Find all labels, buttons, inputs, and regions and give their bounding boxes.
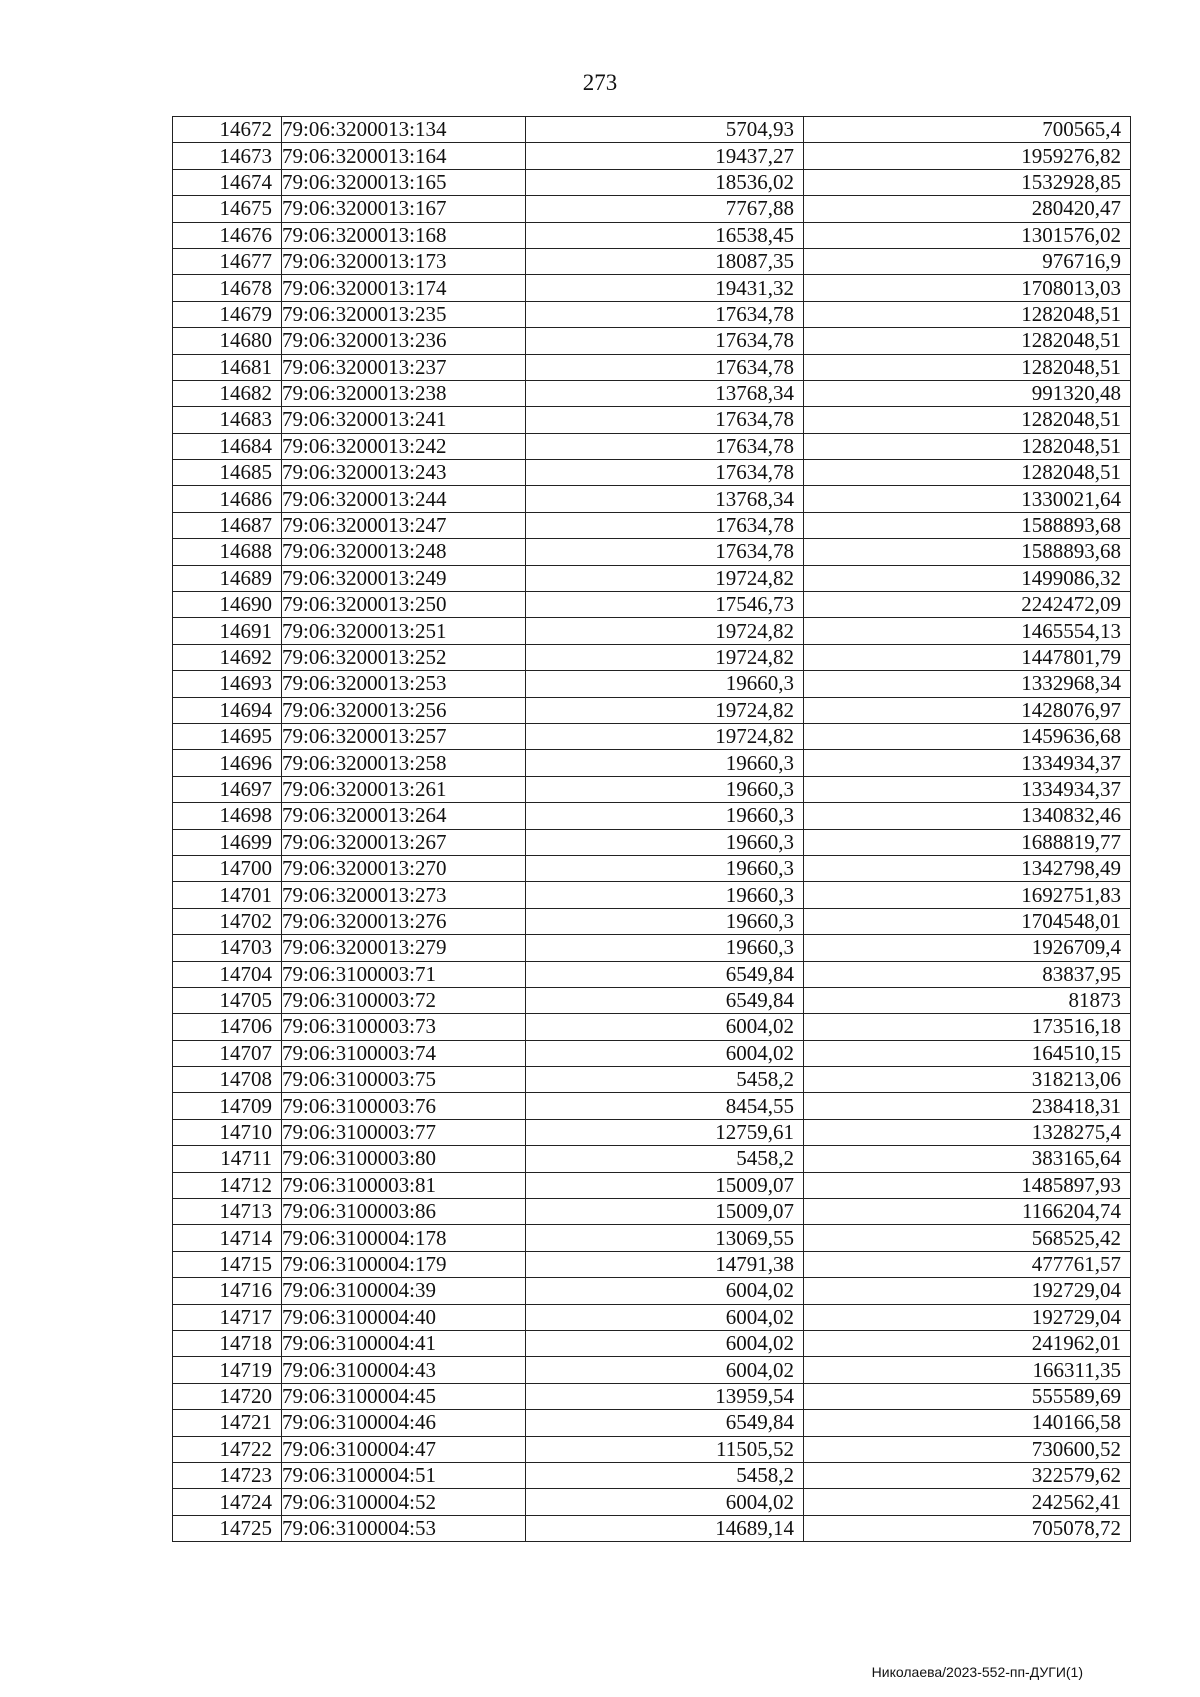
area-cell: 8454,55 bbox=[526, 1093, 804, 1119]
area-cell: 17634,78 bbox=[526, 539, 804, 565]
row-number-cell: 14719 bbox=[173, 1357, 282, 1383]
cadastral-number-cell: 79:06:3200013:238 bbox=[282, 380, 526, 406]
cadastral-number-cell: 79:06:3100004:51 bbox=[282, 1462, 526, 1488]
cadastral-number-cell: 79:06:3100004:41 bbox=[282, 1330, 526, 1356]
table-row bbox=[173, 539, 1131, 565]
table-row bbox=[173, 882, 1131, 908]
table-row bbox=[173, 407, 1131, 433]
value-cell: 1959276,82 bbox=[804, 143, 1131, 169]
area-cell: 19660,3 bbox=[526, 803, 804, 829]
cadastral-number-cell: 79:06:3200013:168 bbox=[282, 222, 526, 248]
cadastral-number-cell: 79:06:3200013:252 bbox=[282, 644, 526, 670]
table-row bbox=[173, 592, 1131, 618]
value-cell: 192729,04 bbox=[804, 1304, 1131, 1330]
row-number-cell: 14723 bbox=[173, 1462, 282, 1488]
value-cell: 1334934,37 bbox=[804, 750, 1131, 776]
value-cell: 1708013,03 bbox=[804, 275, 1131, 301]
area-cell: 6004,02 bbox=[526, 1489, 804, 1515]
area-cell: 19660,3 bbox=[526, 671, 804, 697]
area-cell: 6549,84 bbox=[526, 961, 804, 987]
row-number-cell: 14679 bbox=[173, 301, 282, 327]
table-row bbox=[173, 301, 1131, 327]
page-number: 273 bbox=[582, 70, 618, 95]
value-cell: 1342798,49 bbox=[804, 855, 1131, 881]
area-cell: 19724,82 bbox=[526, 618, 804, 644]
cadastral-number-cell: 79:06:3200013:173 bbox=[282, 248, 526, 274]
area-cell: 13768,34 bbox=[526, 380, 804, 406]
value-cell: 568525,42 bbox=[804, 1225, 1131, 1251]
area-cell: 5458,2 bbox=[526, 1462, 804, 1488]
cadastral-number-cell: 79:06:3200013:241 bbox=[282, 407, 526, 433]
cadastral-number-cell: 79:06:3200013:250 bbox=[282, 592, 526, 618]
cadastral-number-cell: 79:06:3100003:77 bbox=[282, 1119, 526, 1145]
area-cell: 6004,02 bbox=[526, 1330, 804, 1356]
table-row bbox=[173, 723, 1131, 749]
area-cell: 19660,3 bbox=[526, 908, 804, 934]
value-cell: 1282048,51 bbox=[804, 354, 1131, 380]
row-number-cell: 14700 bbox=[173, 855, 282, 881]
row-number-cell: 14694 bbox=[173, 697, 282, 723]
table-row bbox=[173, 776, 1131, 802]
area-cell: 18087,35 bbox=[526, 248, 804, 274]
table-row bbox=[173, 1383, 1131, 1409]
area-cell: 19724,82 bbox=[526, 565, 804, 591]
row-number-cell: 14721 bbox=[173, 1410, 282, 1436]
row-number-cell: 14709 bbox=[173, 1093, 282, 1119]
area-cell: 11505,52 bbox=[526, 1436, 804, 1462]
area-cell: 17634,78 bbox=[526, 354, 804, 380]
value-cell: 164510,15 bbox=[804, 1040, 1131, 1066]
table-row bbox=[173, 117, 1131, 143]
row-number-cell: 14697 bbox=[173, 776, 282, 802]
area-cell: 6004,02 bbox=[526, 1304, 804, 1330]
cadastral-number-cell: 79:06:3100003:72 bbox=[282, 987, 526, 1013]
area-cell: 14689,14 bbox=[526, 1515, 804, 1541]
row-number-cell: 14707 bbox=[173, 1040, 282, 1066]
row-number-cell: 14715 bbox=[173, 1251, 282, 1277]
row-number-cell: 14688 bbox=[173, 539, 282, 565]
row-number-cell: 14678 bbox=[173, 275, 282, 301]
cadastral-number-cell: 79:06:3100004:53 bbox=[282, 1515, 526, 1541]
row-number-cell: 14710 bbox=[173, 1119, 282, 1145]
value-cell: 1447801,79 bbox=[804, 644, 1131, 670]
cadastral-number-cell: 79:06:3200013:242 bbox=[282, 433, 526, 459]
area-cell: 14791,38 bbox=[526, 1251, 804, 1277]
table-row bbox=[173, 935, 1131, 961]
area-cell: 17634,78 bbox=[526, 301, 804, 327]
area-cell: 13768,34 bbox=[526, 486, 804, 512]
row-number-cell: 14701 bbox=[173, 882, 282, 908]
cadastral-number-cell: 79:06:3200013:248 bbox=[282, 539, 526, 565]
document-reference: Николаева/2023-552-пп-ДУГИ(1) bbox=[871, 1664, 1083, 1680]
table-row bbox=[173, 1357, 1131, 1383]
table-row bbox=[173, 380, 1131, 406]
table-row bbox=[173, 1146, 1131, 1172]
cadastral-number-cell: 79:06:3200013:258 bbox=[282, 750, 526, 776]
value-cell: 1588893,68 bbox=[804, 512, 1131, 538]
area-cell: 15009,07 bbox=[526, 1199, 804, 1225]
cadastral-number-cell: 79:06:3100003:81 bbox=[282, 1172, 526, 1198]
area-cell: 6549,84 bbox=[526, 987, 804, 1013]
row-number-cell: 14724 bbox=[173, 1489, 282, 1515]
value-cell: 83837,95 bbox=[804, 961, 1131, 987]
value-cell: 1301576,02 bbox=[804, 222, 1131, 248]
row-number-cell: 14699 bbox=[173, 829, 282, 855]
value-cell: 1332968,34 bbox=[804, 671, 1131, 697]
table-row bbox=[173, 697, 1131, 723]
table-row bbox=[173, 275, 1131, 301]
area-cell: 19724,82 bbox=[526, 723, 804, 749]
table-row bbox=[173, 1067, 1131, 1093]
table-row bbox=[173, 196, 1131, 222]
value-cell: 242562,41 bbox=[804, 1489, 1131, 1515]
area-cell: 13069,55 bbox=[526, 1225, 804, 1251]
row-number-cell: 14672 bbox=[173, 117, 282, 143]
cadastral-number-cell: 79:06:3200013:257 bbox=[282, 723, 526, 749]
cadastral-number-cell: 79:06:3200013:273 bbox=[282, 882, 526, 908]
table-row bbox=[173, 750, 1131, 776]
row-number-cell: 14713 bbox=[173, 1199, 282, 1225]
table-row bbox=[173, 987, 1131, 1013]
area-cell: 6004,02 bbox=[526, 1014, 804, 1040]
value-cell: 1282048,51 bbox=[804, 460, 1131, 486]
area-cell: 18536,02 bbox=[526, 169, 804, 195]
value-cell: 1532928,85 bbox=[804, 169, 1131, 195]
cadastral-number-cell: 79:06:3200013:249 bbox=[282, 565, 526, 591]
cadastral-number-cell: 79:06:3200013:243 bbox=[282, 460, 526, 486]
area-cell: 12759,61 bbox=[526, 1119, 804, 1145]
row-number-cell: 14676 bbox=[173, 222, 282, 248]
value-cell: 1282048,51 bbox=[804, 407, 1131, 433]
value-cell: 1704548,01 bbox=[804, 908, 1131, 934]
row-number-cell: 14687 bbox=[173, 512, 282, 538]
value-cell: 192729,04 bbox=[804, 1278, 1131, 1304]
value-cell: 166311,35 bbox=[804, 1357, 1131, 1383]
area-cell: 16538,45 bbox=[526, 222, 804, 248]
cadastral-number-cell: 79:06:3200013:134 bbox=[282, 117, 526, 143]
value-cell: 976716,9 bbox=[804, 248, 1131, 274]
table-row bbox=[173, 222, 1131, 248]
table-row bbox=[173, 1515, 1131, 1541]
value-cell: 238418,31 bbox=[804, 1093, 1131, 1119]
value-cell: 1459636,68 bbox=[804, 723, 1131, 749]
table-row bbox=[173, 248, 1131, 274]
area-cell: 6004,02 bbox=[526, 1040, 804, 1066]
cadastral-number-cell: 79:06:3100004:39 bbox=[282, 1278, 526, 1304]
table-body bbox=[173, 117, 1131, 1542]
area-cell: 17634,78 bbox=[526, 512, 804, 538]
table-row bbox=[173, 618, 1131, 644]
value-cell: 322579,62 bbox=[804, 1462, 1131, 1488]
value-cell: 241962,01 bbox=[804, 1330, 1131, 1356]
area-cell: 7767,88 bbox=[526, 196, 804, 222]
table-row bbox=[173, 354, 1131, 380]
row-number-cell: 14711 bbox=[173, 1146, 282, 1172]
value-cell: 1282048,51 bbox=[804, 433, 1131, 459]
cadastral-number-cell: 79:06:3100003:73 bbox=[282, 1014, 526, 1040]
value-cell: 1428076,97 bbox=[804, 697, 1131, 723]
cadastral-number-cell: 79:06:3200013:247 bbox=[282, 512, 526, 538]
cadastral-number-cell: 79:06:3100004:47 bbox=[282, 1436, 526, 1462]
value-cell: 1282048,51 bbox=[804, 301, 1131, 327]
row-number-cell: 14674 bbox=[173, 169, 282, 195]
area-cell: 17634,78 bbox=[526, 407, 804, 433]
row-number-cell: 14682 bbox=[173, 380, 282, 406]
area-cell: 19724,82 bbox=[526, 697, 804, 723]
cadastral-number-cell: 79:06:3100003:74 bbox=[282, 1040, 526, 1066]
cadastral-number-cell: 79:06:3200013:251 bbox=[282, 618, 526, 644]
value-cell: 140166,58 bbox=[804, 1410, 1131, 1436]
row-number-cell: 14685 bbox=[173, 460, 282, 486]
value-cell: 1328275,4 bbox=[804, 1119, 1131, 1145]
row-number-cell: 14675 bbox=[173, 196, 282, 222]
table-row bbox=[173, 1225, 1131, 1251]
value-cell: 1282048,51 bbox=[804, 328, 1131, 354]
value-cell: 1692751,83 bbox=[804, 882, 1131, 908]
cadastral-number-cell: 79:06:3200013:253 bbox=[282, 671, 526, 697]
value-cell: 318213,06 bbox=[804, 1067, 1131, 1093]
area-cell: 19660,3 bbox=[526, 750, 804, 776]
value-cell: 1688819,77 bbox=[804, 829, 1131, 855]
cadastral-number-cell: 79:06:3200013:237 bbox=[282, 354, 526, 380]
table-row bbox=[173, 1462, 1131, 1488]
cadastral-number-cell: 79:06:3100004:179 bbox=[282, 1251, 526, 1277]
cadastral-number-cell: 79:06:3100004:43 bbox=[282, 1357, 526, 1383]
cadastral-number-cell: 79:06:3200013:267 bbox=[282, 829, 526, 855]
row-number-cell: 14696 bbox=[173, 750, 282, 776]
table-row bbox=[173, 486, 1131, 512]
row-number-cell: 14717 bbox=[173, 1304, 282, 1330]
table-row bbox=[173, 829, 1131, 855]
table-row bbox=[173, 512, 1131, 538]
cadastral-number-cell: 79:06:3100003:80 bbox=[282, 1146, 526, 1172]
table-row bbox=[173, 644, 1131, 670]
value-cell: 1330021,64 bbox=[804, 486, 1131, 512]
table-row bbox=[173, 1304, 1131, 1330]
row-number-cell: 14684 bbox=[173, 433, 282, 459]
area-cell: 19660,3 bbox=[526, 882, 804, 908]
value-cell: 705078,72 bbox=[804, 1515, 1131, 1541]
area-cell: 6004,02 bbox=[526, 1278, 804, 1304]
area-cell: 19660,3 bbox=[526, 935, 804, 961]
table-row bbox=[173, 908, 1131, 934]
area-cell: 17546,73 bbox=[526, 592, 804, 618]
value-cell: 991320,48 bbox=[804, 380, 1131, 406]
row-number-cell: 14698 bbox=[173, 803, 282, 829]
value-cell: 1499086,32 bbox=[804, 565, 1131, 591]
row-number-cell: 14692 bbox=[173, 644, 282, 670]
row-number-cell: 14706 bbox=[173, 1014, 282, 1040]
row-number-cell: 14725 bbox=[173, 1515, 282, 1541]
value-cell: 383165,64 bbox=[804, 1146, 1131, 1172]
cadastral-number-cell: 79:06:3200013:270 bbox=[282, 855, 526, 881]
table-row bbox=[173, 433, 1131, 459]
cadastral-number-cell: 79:06:3200013:279 bbox=[282, 935, 526, 961]
area-cell: 17634,78 bbox=[526, 328, 804, 354]
value-cell: 1334934,37 bbox=[804, 776, 1131, 802]
cadastral-number-cell: 79:06:3100003:76 bbox=[282, 1093, 526, 1119]
table-row bbox=[173, 671, 1131, 697]
cadastral-number-cell: 79:06:3200013:276 bbox=[282, 908, 526, 934]
row-number-cell: 14708 bbox=[173, 1067, 282, 1093]
cadastral-number-cell: 79:06:3100004:52 bbox=[282, 1489, 526, 1515]
cadastral-number-cell: 79:06:3200013:167 bbox=[282, 196, 526, 222]
row-number-cell: 14720 bbox=[173, 1383, 282, 1409]
cadastral-number-cell: 79:06:3100004:45 bbox=[282, 1383, 526, 1409]
value-cell: 1166204,74 bbox=[804, 1199, 1131, 1225]
cadastral-number-cell: 79:06:3200013:261 bbox=[282, 776, 526, 802]
value-cell: 730600,52 bbox=[804, 1436, 1131, 1462]
area-cell: 19660,3 bbox=[526, 776, 804, 802]
cadastral-number-cell: 79:06:3200013:264 bbox=[282, 803, 526, 829]
value-cell: 1926709,4 bbox=[804, 935, 1131, 961]
table-row bbox=[173, 1040, 1131, 1066]
row-number-cell: 14691 bbox=[173, 618, 282, 644]
row-number-cell: 14680 bbox=[173, 328, 282, 354]
cadastral-number-cell: 79:06:3100004:178 bbox=[282, 1225, 526, 1251]
cadastral-number-cell: 79:06:3200013:174 bbox=[282, 275, 526, 301]
row-number-cell: 14703 bbox=[173, 935, 282, 961]
row-number-cell: 14681 bbox=[173, 354, 282, 380]
table-row bbox=[173, 1251, 1131, 1277]
area-cell: 19724,82 bbox=[526, 644, 804, 670]
table-row bbox=[173, 1330, 1131, 1356]
cadastral-number-cell: 79:06:3200013:164 bbox=[282, 143, 526, 169]
cadastral-number-cell: 79:06:3100004:40 bbox=[282, 1304, 526, 1330]
value-cell: 555589,69 bbox=[804, 1383, 1131, 1409]
row-number-cell: 14677 bbox=[173, 248, 282, 274]
cadastral-number-cell: 79:06:3100003:71 bbox=[282, 961, 526, 987]
table-row bbox=[173, 961, 1131, 987]
area-cell: 5458,2 bbox=[526, 1146, 804, 1172]
value-cell: 280420,47 bbox=[804, 196, 1131, 222]
value-cell: 477761,57 bbox=[804, 1251, 1131, 1277]
table-row bbox=[173, 1014, 1131, 1040]
value-cell: 1465554,13 bbox=[804, 618, 1131, 644]
area-cell: 19660,3 bbox=[526, 829, 804, 855]
area-cell: 17634,78 bbox=[526, 460, 804, 486]
row-number-cell: 14686 bbox=[173, 486, 282, 512]
cadastral-number-cell: 79:06:3200013:235 bbox=[282, 301, 526, 327]
value-cell: 700565,4 bbox=[804, 117, 1131, 143]
area-cell: 19437,27 bbox=[526, 143, 804, 169]
row-number-cell: 14695 bbox=[173, 723, 282, 749]
value-cell: 2242472,09 bbox=[804, 592, 1131, 618]
row-number-cell: 14683 bbox=[173, 407, 282, 433]
table-row bbox=[173, 169, 1131, 195]
area-cell: 6004,02 bbox=[526, 1357, 804, 1383]
value-cell: 81873 bbox=[804, 987, 1131, 1013]
cadastral-number-cell: 79:06:3100003:75 bbox=[282, 1067, 526, 1093]
row-number-cell: 14702 bbox=[173, 908, 282, 934]
row-number-cell: 14705 bbox=[173, 987, 282, 1013]
value-cell: 1340832,46 bbox=[804, 803, 1131, 829]
area-cell: 6549,84 bbox=[526, 1410, 804, 1436]
table-row bbox=[173, 1436, 1131, 1462]
table-row bbox=[173, 855, 1131, 881]
table-row bbox=[173, 1489, 1131, 1515]
cadastral-number-cell: 79:06:3200013:256 bbox=[282, 697, 526, 723]
table-row bbox=[173, 143, 1131, 169]
table-row bbox=[173, 1410, 1131, 1436]
table-row bbox=[173, 1278, 1131, 1304]
row-number-cell: 14693 bbox=[173, 671, 282, 697]
area-cell: 19431,32 bbox=[526, 275, 804, 301]
row-number-cell: 14712 bbox=[173, 1172, 282, 1198]
row-number-cell: 14718 bbox=[173, 1330, 282, 1356]
table-row bbox=[173, 803, 1131, 829]
cadastral-number-cell: 79:06:3100004:46 bbox=[282, 1410, 526, 1436]
area-cell: 5704,93 bbox=[526, 117, 804, 143]
row-number-cell: 14673 bbox=[173, 143, 282, 169]
area-cell: 15009,07 bbox=[526, 1172, 804, 1198]
table-row bbox=[173, 460, 1131, 486]
area-cell: 17634,78 bbox=[526, 433, 804, 459]
table-row bbox=[173, 565, 1131, 591]
cadastral-number-cell: 79:06:3200013:244 bbox=[282, 486, 526, 512]
value-cell: 173516,18 bbox=[804, 1014, 1131, 1040]
area-cell: 13959,54 bbox=[526, 1383, 804, 1409]
area-cell: 5458,2 bbox=[526, 1067, 804, 1093]
value-cell: 1588893,68 bbox=[804, 539, 1131, 565]
row-number-cell: 14722 bbox=[173, 1436, 282, 1462]
value-cell: 1485897,93 bbox=[804, 1172, 1131, 1198]
row-number-cell: 14714 bbox=[173, 1225, 282, 1251]
table-row bbox=[173, 328, 1131, 354]
cadastral-number-cell: 79:06:3100003:86 bbox=[282, 1199, 526, 1225]
cadastral-number-cell: 79:06:3200013:165 bbox=[282, 169, 526, 195]
area-cell: 19660,3 bbox=[526, 855, 804, 881]
table-row bbox=[173, 1119, 1131, 1145]
row-number-cell: 14704 bbox=[173, 961, 282, 987]
cadastral-table bbox=[172, 116, 1131, 1542]
row-number-cell: 14690 bbox=[173, 592, 282, 618]
row-number-cell: 14689 bbox=[173, 565, 282, 591]
cadastral-number-cell: 79:06:3200013:236 bbox=[282, 328, 526, 354]
table-row bbox=[173, 1199, 1131, 1225]
table-row bbox=[173, 1093, 1131, 1119]
row-number-cell: 14716 bbox=[173, 1278, 282, 1304]
table-row bbox=[173, 1172, 1131, 1198]
